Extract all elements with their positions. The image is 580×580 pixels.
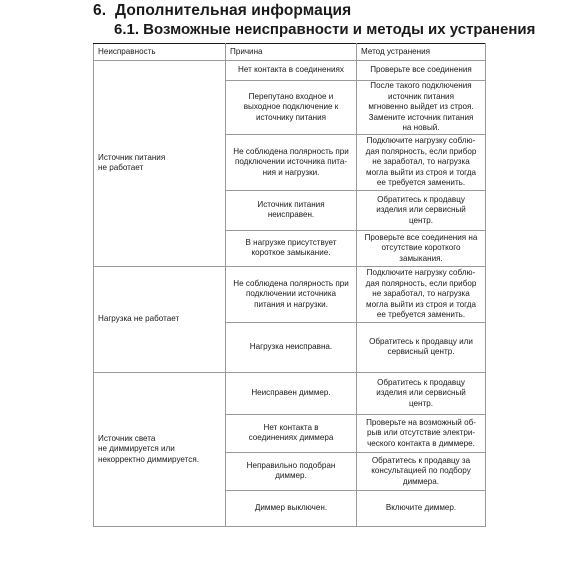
fix-cell: Подключите нагрузку соблю- дая полярность, если прибор не заработал, то нагрузка могла выйти из строя и тогда ее требуется заменить. (357, 266, 486, 322)
fix-cell: Подключите нагрузку соблю- дая полярность, если прибор не заработал, то нагрузка могла выйти из строя и тогда ее требуется заменить. (357, 134, 486, 190)
table-body (94, 61, 486, 527)
fix-cell: Проверьте все соединения на отсутствие короткого замыкания. (357, 230, 486, 266)
fault-cell: Источник света не диммируется или некорректно диммируется. (94, 372, 226, 526)
fix-cell: Обратитесь к продавцу изделия или сервисный центр. (357, 190, 486, 230)
cause-cell: Не соблюдена полярность при подключении источника пита- ния и нагрузки. (226, 134, 357, 190)
fix-cell: Проверьте все соединения (357, 61, 486, 81)
section-number: 6. (93, 2, 107, 19)
fix-cell: Включите диммер. (357, 490, 486, 526)
cause-cell: Неисправен диммер. (226, 372, 357, 414)
section-title: Дополнительная информация (115, 2, 352, 19)
cause-cell: Нет контакта в соединениях диммера (226, 414, 357, 452)
header-cause: Причина (226, 44, 357, 61)
cause-cell: Источник питания неисправен. (226, 190, 357, 230)
subsection-title: 6.1. Возможные неисправности и методы их устранения (114, 21, 536, 38)
cause-cell: Нет контакта в соединениях (226, 61, 357, 81)
fix-cell: Проверьте на возможный об- рыв или отсутствие электри- ческого контакта в диммере. (357, 414, 486, 452)
fix-cell: Обратитесь к продавцу за консультацией по подбору диммера. (357, 452, 486, 490)
table-row (94, 266, 486, 322)
cause-cell: Диммер выключен. (226, 490, 357, 526)
fix-cell: Обратитесь к продавцу или сервисный центр. (357, 322, 486, 372)
cause-cell: Неправильно подобран диммер. (226, 452, 357, 490)
cause-cell: Не соблюдена полярность при подключении источника питания и нагрузки. (226, 266, 357, 322)
table-row (94, 61, 486, 81)
fix-cell: Обратитесь к продавцу изделия или сервисный центр. (357, 372, 486, 414)
fix-cell: После такого подключения источник питания мгновенно выйдет из строя. Замените источник питания на новый. (357, 81, 486, 135)
header-fix: Метод устранения (357, 44, 486, 61)
header-fault: Неисправность (94, 44, 226, 61)
fault-cell: Нагрузка не работает (94, 266, 226, 372)
table-row (94, 372, 486, 414)
cause-cell: Нагрузка неисправна. (226, 322, 357, 372)
section-heading (93, 2, 351, 20)
cause-cell: Перепутано входное и выходное подключение к источнику питания (226, 81, 357, 135)
troubleshooting-table (93, 43, 486, 527)
cause-cell: В нагрузке присутствует короткое замыкание. (226, 230, 357, 266)
fault-cell: Источник питания не работает (94, 61, 226, 267)
table-header-row (94, 44, 486, 61)
